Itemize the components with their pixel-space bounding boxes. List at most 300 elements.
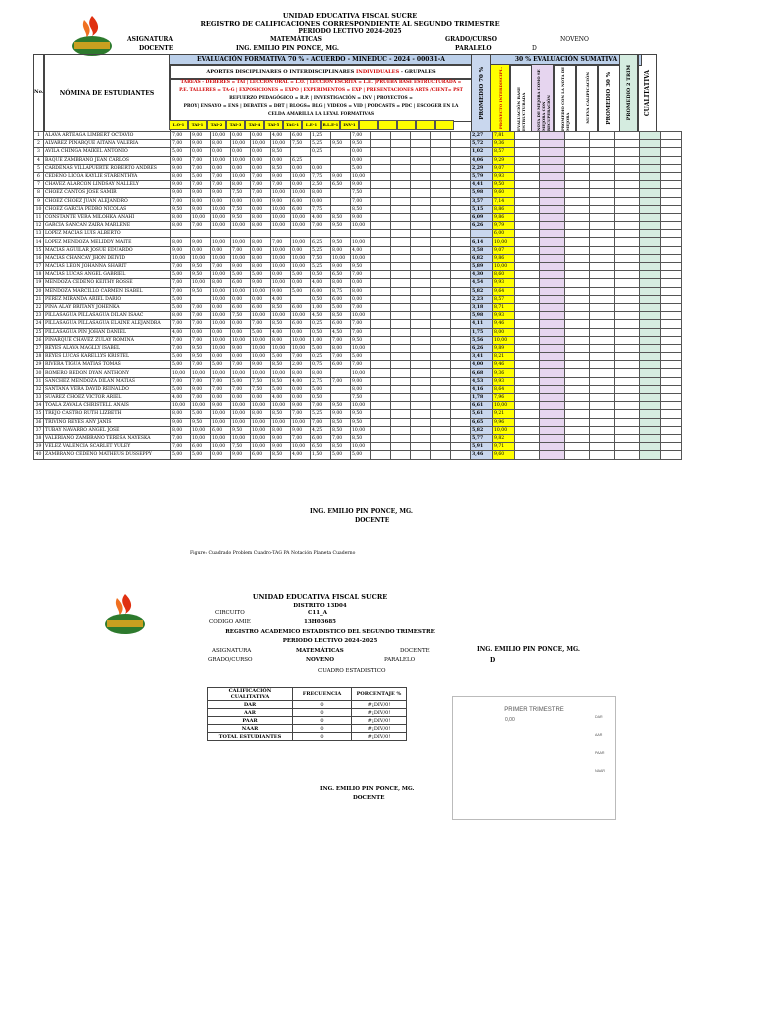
- student-name: TOALA ZAVALA CHRISTELL ANAIS: [44, 402, 171, 410]
- promedio30-cell: [615, 246, 640, 254]
- exam-cell: 6,00: [493, 230, 515, 238]
- exam-cell: 8,64: [493, 385, 515, 393]
- exam-cell: 9,93: [493, 172, 515, 180]
- promedio30-cell: [615, 172, 640, 180]
- grade-cell: 7,00: [211, 263, 231, 271]
- grade-cell-empty: [431, 287, 451, 295]
- grade-cell-empty: [371, 132, 391, 140]
- stats-header-calif: CALIFICACIÓN CUALITATIVA: [208, 688, 293, 701]
- exam-cell: 7,81: [493, 132, 515, 140]
- grade-cell: 7,00: [231, 361, 251, 369]
- prom-mejora-cell: [565, 148, 590, 156]
- nueva-calif-cell: [590, 246, 615, 254]
- sheet2-paralelo-value: D: [490, 657, 496, 664]
- grade-cell: 5,00: [191, 451, 211, 459]
- nota-mejora-cell: [540, 418, 565, 426]
- promedio70-cell: 6,09: [471, 213, 493, 221]
- grade-cell-empty: [411, 271, 431, 279]
- prom-mejora-cell: [565, 295, 590, 303]
- grade-cell: 9,00: [171, 189, 191, 197]
- grade-cell: 8,00: [271, 336, 291, 344]
- grade-cell-empty: [391, 287, 411, 295]
- grade-cell: 9,50: [191, 418, 211, 426]
- grade-cell-empty: [431, 303, 451, 311]
- grade-cell: 7,00: [291, 410, 311, 418]
- grade-cell: 7,00: [271, 181, 291, 189]
- student-name: PILLASAGUA PILLASAGUA ELAINE ALEJANDRA: [44, 320, 171, 328]
- grade-cell-empty: [451, 238, 471, 246]
- grade-cell: 9,00: [231, 344, 251, 352]
- promedio-trim-cell: [640, 287, 661, 295]
- grade-cell-empty: [371, 172, 391, 180]
- grade-cell-empty: [451, 205, 471, 213]
- grade-cell: 6,00: [191, 443, 211, 451]
- sheet2-grado-value: NOVENO: [306, 657, 334, 663]
- exam-cell: 8,57: [493, 148, 515, 156]
- nueva-calif-cell: [590, 238, 615, 246]
- grade-cell: [331, 369, 351, 377]
- promedio70-cell: 1,78: [471, 394, 493, 402]
- exam-cell: 9,93: [493, 377, 515, 385]
- grade-cell: 0,00: [291, 394, 311, 402]
- promedio30-cell: [615, 385, 640, 393]
- grade-cell-empty: [451, 353, 471, 361]
- grade-cell: 10,00: [231, 238, 251, 246]
- prom-mejora-cell: [565, 402, 590, 410]
- grade-cell-empty: [371, 279, 391, 287]
- grade-cell: 6,00: [311, 434, 331, 442]
- sumativa-header: 30 % EVALUACIÓN SUMATIVA: [490, 54, 642, 66]
- grade-cell: 10,00: [211, 344, 231, 352]
- grade-cell: 8,00: [171, 213, 191, 221]
- grade-cell-empty: [431, 189, 451, 197]
- exam-cell: 8,21: [493, 353, 515, 361]
- exam-cell: 9,36: [493, 140, 515, 148]
- nota-mejora-cell: [540, 279, 565, 287]
- grade-cell-empty: [411, 279, 431, 287]
- grade-cell: 10,00: [271, 263, 291, 271]
- grade-cell: 6,00: [331, 320, 351, 328]
- grade-cell: 7,00: [211, 385, 231, 393]
- grade-cell: 7,00: [171, 132, 191, 140]
- grade-cell: 0,00: [211, 394, 231, 402]
- grade-cell-empty: [371, 205, 391, 213]
- grade-cell: [331, 189, 351, 197]
- eval-base-cell: [515, 197, 540, 205]
- figure-caption: Figure: Cuadrado Problem Cuadro-TAG PA Notación Planeta Cuaderno: [190, 551, 356, 556]
- grade-cell: 10,00: [231, 287, 251, 295]
- grade-cell-empty: [411, 377, 431, 385]
- promedio30-cell: [615, 148, 640, 156]
- grade-cell: 7,00: [351, 328, 371, 336]
- table-row: [34, 246, 682, 254]
- grade-cell: 4,25: [311, 426, 331, 434]
- grade-cell: [331, 197, 351, 205]
- promedio30-cell: [615, 312, 640, 320]
- prom-mejora-cell: [565, 451, 590, 459]
- promedio70-cell: 4,54: [471, 279, 493, 287]
- grade-cell: 10,00: [291, 263, 311, 271]
- grade-cell: 0,00: [231, 320, 251, 328]
- prom-mejora-cell: [565, 426, 590, 434]
- cualitativa-cell: [661, 132, 682, 140]
- promedio30-cell: [615, 238, 640, 246]
- grade-cell: 10,00: [251, 369, 271, 377]
- grade-cell: [331, 205, 351, 213]
- student-name: CONSTANTE VERA MILOHKA ANAHI: [44, 213, 171, 221]
- prom-mejora-cell: [565, 377, 590, 385]
- eval-base-cell: [515, 443, 540, 451]
- table-row: [34, 328, 682, 336]
- student-name: ALAVA ARTEAGA LIMBERT OCTAVIO: [44, 132, 171, 140]
- nota-mejora-cell: [540, 246, 565, 254]
- table-row: [34, 443, 682, 451]
- grade-cell-empty: [391, 361, 411, 369]
- nota-mejora-cell: [540, 132, 565, 140]
- grade-cell-empty: [431, 328, 451, 336]
- exam-cell: 9,89: [493, 344, 515, 352]
- grade-cell: 8,50: [331, 443, 351, 451]
- row-number: 12: [34, 222, 44, 230]
- promedio70-cell: [471, 230, 493, 238]
- nota-mejora-cell: [540, 295, 565, 303]
- prom-mejora-cell: [565, 230, 590, 238]
- grade-cell: 10,00: [271, 213, 291, 221]
- grade-cell: 10,00: [171, 254, 191, 262]
- eval-base-cell: [515, 377, 540, 385]
- nueva-calif-cell: [590, 328, 615, 336]
- grade-cell: 6,25: [291, 156, 311, 164]
- row-number: 24: [34, 320, 44, 328]
- cualitativa-cell: [661, 238, 682, 246]
- grade-cell: 7,00: [191, 303, 211, 311]
- nota-mejora-cell: [540, 140, 565, 148]
- grade-cell: 10,00: [231, 140, 251, 148]
- student-name: PEREZ MIRANDA ARIEL DARIO: [44, 295, 171, 303]
- grade-cell: 9,00: [271, 287, 291, 295]
- promedio30-cell: [615, 230, 640, 238]
- grade-cell-empty: [391, 164, 411, 172]
- prom-mejora-cell: [565, 320, 590, 328]
- nota-mejora-cell: [540, 320, 565, 328]
- grade-cell: 8,50: [271, 320, 291, 328]
- promedio-trim-cell: [640, 263, 661, 271]
- grade-cell: 8,50: [351, 205, 371, 213]
- promedio30-cell: [615, 156, 640, 164]
- grade-cell: 5,00: [171, 385, 191, 393]
- stats-row: [208, 733, 407, 741]
- exam-cell: 9,64: [493, 287, 515, 295]
- nomina-label: NÓMINA DE ESTUDIANTES: [59, 89, 155, 97]
- prom-mejora-cell: [565, 410, 590, 418]
- grade-cell-empty: [411, 132, 431, 140]
- grade-cell: [291, 148, 311, 156]
- grade-cell: 8,00: [251, 238, 271, 246]
- nueva-calif-cell: [590, 394, 615, 402]
- stats-freq: 0: [293, 733, 352, 741]
- grade-cell: 5,00: [171, 148, 191, 156]
- grade-cell-empty: [451, 394, 471, 402]
- grade-cell-empty: [431, 164, 451, 172]
- legend-box: [169, 78, 473, 122]
- nota-mejora-cell: [540, 213, 565, 221]
- chart-legend-item: PAAR: [595, 751, 605, 755]
- prom-mejora-cell: [565, 213, 590, 221]
- grade-cell: 8,00: [171, 238, 191, 246]
- cualitativa-label: CUALITATIVA: [643, 69, 651, 117]
- chart-legend-item: AAR: [595, 733, 603, 737]
- promedio-trim-cell: [640, 140, 661, 148]
- grade-cell: 8,00: [331, 344, 351, 352]
- grade-cell-empty: [451, 287, 471, 295]
- grade-cell-empty: [371, 238, 391, 246]
- table-row: [34, 279, 682, 287]
- grade-cell: 9,00: [271, 434, 291, 442]
- cualitativa-cell: [661, 410, 682, 418]
- promedio70-cell: 5,82: [471, 426, 493, 434]
- grade-cell: 10,00: [191, 426, 211, 434]
- grade-cell: 9,00: [191, 189, 211, 197]
- grade-cell-empty: [371, 353, 391, 361]
- promedio70-cell: 5,72: [471, 140, 493, 148]
- grade-cell: 9,00: [171, 156, 191, 164]
- paralelo-value: D: [532, 45, 537, 52]
- grade-cell: 7,00: [331, 336, 351, 344]
- grade-cell: 9,00: [291, 426, 311, 434]
- prom-mejora-cell: [565, 222, 590, 230]
- grade-cell: 10,00: [211, 213, 231, 221]
- grade-cell: 5,00: [171, 353, 191, 361]
- grade-cell: 10,00: [191, 402, 211, 410]
- promedio-trim-cell: [640, 189, 661, 197]
- grade-cell: 10,00: [251, 434, 271, 442]
- prom-mejora-cell: [565, 328, 590, 336]
- grade-cell-empty: [391, 418, 411, 426]
- prom-mejora-cell: [565, 344, 590, 352]
- grade-cell-empty: [371, 328, 391, 336]
- student-name: REYES ALAVA MAGLLY ISABEL: [44, 344, 171, 352]
- grade-cell: 10,00: [251, 353, 271, 361]
- grade-cell: 10,00: [211, 271, 231, 279]
- grade-cell: 7,00: [171, 287, 191, 295]
- grade-cell: 7,00: [291, 434, 311, 442]
- eval-base-cell: [515, 230, 540, 238]
- table-row: [34, 426, 682, 434]
- grade-cell: 8,00: [331, 246, 351, 254]
- aportes-text-b: INDIVIDUALES: [355, 69, 400, 75]
- stats-freq: 0: [293, 701, 352, 709]
- nota-mejora-cell: [540, 377, 565, 385]
- grade-cell: 0,00: [211, 328, 231, 336]
- legend-line-1: TAREAS - DEBERES = TAI | LECCIÓN ORAL = L.O. | LECCIÓN ESCRITA = L.E. |PRUEBA BASE ESTRUCTURADA =: [180, 80, 462, 85]
- promedio-trim-cell: [640, 426, 661, 434]
- promedio-trim-cell: [640, 361, 661, 369]
- grade-cell-empty: [431, 172, 451, 180]
- nueva-calif-cell: [590, 189, 615, 197]
- table-row: [34, 254, 682, 262]
- grade-cell: 10,00: [351, 172, 371, 180]
- grade-cell: [331, 156, 351, 164]
- promedio70-cell: 4,06: [471, 156, 493, 164]
- grade-cell: [171, 230, 191, 238]
- grade-cell: 5,00: [251, 328, 271, 336]
- grade-cell: 4,00: [291, 377, 311, 385]
- grade-cell-empty: [391, 246, 411, 254]
- grade-cell-empty: [411, 410, 431, 418]
- grade-cell: 6,00: [291, 205, 311, 213]
- nueva-calif-label: NUEVA CALIFICACIÓN: [584, 72, 590, 124]
- exam-cell: 8,57: [493, 295, 515, 303]
- grade-cell: 8,50: [331, 213, 351, 221]
- grade-cell: 4,00: [311, 279, 331, 287]
- grade-cell: 10,00: [171, 402, 191, 410]
- grade-cell-empty: [371, 320, 391, 328]
- grade-cell: 0,00: [251, 394, 271, 402]
- grade-cell: 7,00: [351, 320, 371, 328]
- grade-cell: 7,00: [191, 336, 211, 344]
- exam-cell: 9,93: [493, 279, 515, 287]
- grade-cell: [331, 132, 351, 140]
- grade-cell-empty: [451, 181, 471, 189]
- eval-base-cell: [515, 279, 540, 287]
- aportes-text-c: - GRUPALES: [399, 69, 436, 75]
- cualitativa-cell: [661, 344, 682, 352]
- cualitativa-cell: [661, 295, 682, 303]
- grade-cell: 7,75: [311, 205, 331, 213]
- grade-cell: 7,00: [191, 181, 211, 189]
- column-code: TAI-4: [245, 120, 264, 130]
- grade-cell: [351, 230, 371, 238]
- grade-cell: 0,00: [191, 148, 211, 156]
- grade-cell: 4,50: [331, 328, 351, 336]
- row-number: 27: [34, 344, 44, 352]
- grade-cell: 2,50: [311, 181, 331, 189]
- grade-cell: 10,00: [291, 443, 311, 451]
- grade-cell: 10,00: [231, 418, 251, 426]
- table-row: [34, 410, 682, 418]
- cualitativa-cell: [661, 213, 682, 221]
- grade-cell-empty: [371, 344, 391, 352]
- grade-cell: 6,00: [231, 303, 251, 311]
- promedio70-cell: 5,98: [471, 189, 493, 197]
- grade-cell-empty: [391, 402, 411, 410]
- grade-cell: 5,00: [331, 451, 351, 459]
- grade-cell: 9,00: [351, 377, 371, 385]
- grade-cell: 10,00: [231, 410, 251, 418]
- promedio-trim-cell: [640, 132, 661, 140]
- grade-cell-empty: [391, 189, 411, 197]
- grade-cell: 10,00: [271, 402, 291, 410]
- eval-base-cell: [515, 451, 540, 459]
- cualitativa-cell: [661, 263, 682, 271]
- promedio-trim-cell: [640, 402, 661, 410]
- promedio30-cell: [615, 213, 640, 221]
- row-number: 7: [34, 181, 44, 189]
- prom-mejora-cell: [565, 303, 590, 311]
- grade-cell-empty: [411, 328, 431, 336]
- nota-mejora-cell: [540, 254, 565, 262]
- grade-cell: 5,00: [311, 385, 331, 393]
- prom-mejora-cell: [565, 287, 590, 295]
- legend-line-4: PROY| ENSAYO = ENS | DEBATES = DBT | BLOGS= BLG | VIDEOS = VID | PODCASTS = PDC | ESCOGER EN LA: [183, 104, 459, 109]
- grade-cell: 6,00: [311, 287, 331, 295]
- nueva-calif-cell: [590, 287, 615, 295]
- asignatura-label: ASIGNATURA: [127, 36, 174, 43]
- student-name: CHOEZ CANTOS JOSE SAMIR: [44, 189, 171, 197]
- promedio-trim-cell: [640, 410, 661, 418]
- cualitativa-cell: [661, 197, 682, 205]
- grade-cell: 6,00: [331, 295, 351, 303]
- grade-cell: 10,00: [211, 336, 231, 344]
- cualitativa-cell: [661, 172, 682, 180]
- promedio-trim-cell: [640, 328, 661, 336]
- grade-cell-empty: [411, 394, 431, 402]
- grade-cell-empty: [431, 312, 451, 320]
- eval-base-cell: [515, 312, 540, 320]
- cuadro-label: CUADRO ESTADISTICO: [318, 668, 386, 674]
- grade-cell: 10,00: [231, 336, 251, 344]
- grade-cell: 7,00: [171, 263, 191, 271]
- grade-cell-empty: [391, 263, 411, 271]
- promedio30-cell: [615, 222, 640, 230]
- grade-cell: 9,50: [171, 205, 191, 213]
- promedio30-cell: [615, 189, 640, 197]
- grade-cell: 7,50: [351, 189, 371, 197]
- cualitativa-cell: [661, 369, 682, 377]
- table-row: [34, 238, 682, 246]
- grade-cell-empty: [451, 402, 471, 410]
- grade-cell-empty: [391, 148, 411, 156]
- grade-cell: 4,50: [311, 312, 331, 320]
- grade-cell: 7,00: [171, 320, 191, 328]
- grade-cell-empty: [371, 295, 391, 303]
- grade-cell-empty: [411, 434, 431, 442]
- student-name: MACIAS LUCAS ANGEL GABRIEL: [44, 271, 171, 279]
- promedio70-cell: 5,91: [471, 443, 493, 451]
- nota-mejora-cell: [540, 312, 565, 320]
- nota-mejora-cell: [540, 189, 565, 197]
- grade-cell-empty: [411, 451, 431, 459]
- table-row: [34, 132, 682, 140]
- grade-cell: 0,50: [311, 328, 331, 336]
- sheet2-asignatura-label: ASIGNATURA: [212, 648, 252, 654]
- grade-cell: 9,50: [351, 418, 371, 426]
- promedio30-cell: [615, 394, 640, 402]
- grade-cell: 5,00: [351, 353, 371, 361]
- grade-cell-empty: [431, 238, 451, 246]
- legend-line-2: P.E. TALLERES = TA-G | EXPOSICIONES = EXPO | EXPERIMENTOS = EXP | PRESENTACIONES ARTS /CIENT= PST: [179, 88, 463, 93]
- grade-cell: 9,00: [191, 238, 211, 246]
- grade-cell: 10,00: [211, 369, 231, 377]
- row-number: 13: [34, 230, 44, 238]
- nueva-calif-cell: [590, 263, 615, 271]
- grade-cell: 0,00: [191, 246, 211, 254]
- grade-cell: 10,00: [291, 344, 311, 352]
- cualitativa-cell: [661, 181, 682, 189]
- grade-cell: 10,00: [251, 336, 271, 344]
- promedio70-cell: 6,26: [471, 344, 493, 352]
- nota-mejora-cell: [540, 361, 565, 369]
- grade-cell: 9,50: [351, 263, 371, 271]
- grade-cell-empty: [371, 148, 391, 156]
- column-code: TAG-1: [283, 120, 302, 130]
- promedio-trim-cell: [640, 303, 661, 311]
- nota-mejora-cell: [540, 148, 565, 156]
- cualitativa-cell: [661, 394, 682, 402]
- promedio30-cell: [615, 140, 640, 148]
- stats-header-pct: PORCENTAJE %: [352, 688, 407, 701]
- cualitativa-cell: [661, 254, 682, 262]
